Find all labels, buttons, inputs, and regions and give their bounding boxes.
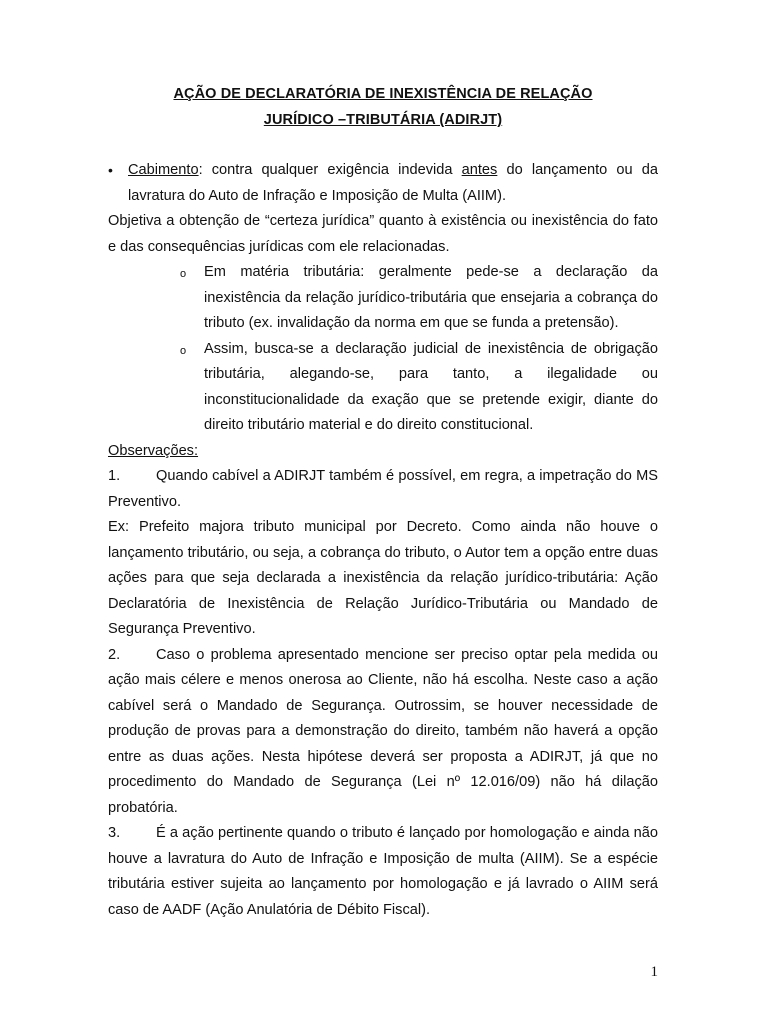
bullet-text-b: do lançamento ou da lavratura do Auto de Infração e Imposição de Multa (AIIM).	[128, 162, 658, 204]
circle-bullet-icon: o	[180, 268, 187, 280]
item-number: 2.	[108, 646, 121, 663]
bullet-icon: •	[108, 162, 113, 178]
observation-item-3	[108, 821, 658, 923]
document-title-line-2	[108, 110, 658, 130]
bullet-text-a: : contra qualquer exigência indevida	[198, 162, 462, 178]
title-text-2: JURÍDICO –TRIBUTÁRIA (ADIRJT)	[263, 112, 503, 128]
bullet-term: Cabimento	[128, 162, 199, 178]
item-text: Quando cabível a ADIRJT também é possível, em regra, a impetração do MS Preventivo.	[108, 468, 658, 510]
item-text: Caso o problema apresentado mencione ser preciso optar pela medida ou ação mais célere e menos onerosa ao Cliente, não há escolha. Neste caso a ação cabível será o Mandado de Segurança. Outrossim, se houver necessidade de produção de provas para a demonstração do direito, também não haverá a opção entre as duas ações. Nesta hipótese deverá ser proposta a ADIRJT, já que no procedimento do Mandado de Segurança (Lei nº 12.016/09) não há dilação probatória.	[108, 646, 658, 816]
bullet-emphasis: antes	[461, 162, 498, 178]
item-number: 1.	[108, 468, 121, 484]
sub-item	[108, 337, 658, 439]
document-body	[108, 158, 658, 923]
observation-item-2	[108, 643, 658, 822]
circle-bullet-icon: o	[180, 344, 187, 357]
document-title-line-1	[108, 84, 658, 104]
observation-item-1	[108, 464, 658, 515]
observations-heading	[108, 439, 658, 465]
objective-paragraph: Objetiva a obtenção de “certeza jurídica” quanto à existência ou inexistência do fato e das consequências jurídicas com ele relacionadas.	[108, 213, 658, 255]
sub-item-text: Em matéria tributária: geralmente pede-se a declaração da inexistência da relação jurídico-tributária que ensejaria a cobrança do tributo (ex. invalidação da norma em que se funda a pretensão).	[204, 264, 658, 331]
item-text: É a ação pertinente quando o tributo é lançado por homologação e ainda não houve a lavratura do Auto de Infração e Imposição de multa (AIIM). Se a espécie tributária estiver sujeita ao lançamento por homologação e já lavrado o AIIM será caso de AADF (Ação Anulatória de Débito Fiscal).	[108, 825, 658, 918]
sub-item	[108, 260, 658, 337]
bullet-paragraph	[108, 158, 658, 209]
page-number: 1	[650, 964, 658, 980]
example-paragraph: Ex: Prefeito majora tributo municipal por Decreto. Como ainda não houve o lançamento tributário, ou seja, a cobrança do tributo, o Autor tem a opção entre duas ações para que seja declarada a inexistência da relação jurídico-tributária: Ação Declaratória de Inexistência de Relação Jurídico-Tributária ou Mandado de Segurança Preventivo.	[108, 519, 658, 637]
sub-item-text: Assim, busca-se a declaração judicial de inexistência de obrigação tributária, alegando-se, para tanto, a ilegalidade ou inconstitucionalidade da exação que se pretende exigir, diante do direito tributário material e do direito constitucional.	[204, 340, 658, 433]
observations-heading-text: Observações:	[108, 442, 199, 459]
item-number: 3.	[108, 825, 121, 841]
title-text-1: AÇÃO DE DECLARATÓRIA DE INEXISTÊNCIA DE RELAÇÃO	[173, 86, 593, 102]
